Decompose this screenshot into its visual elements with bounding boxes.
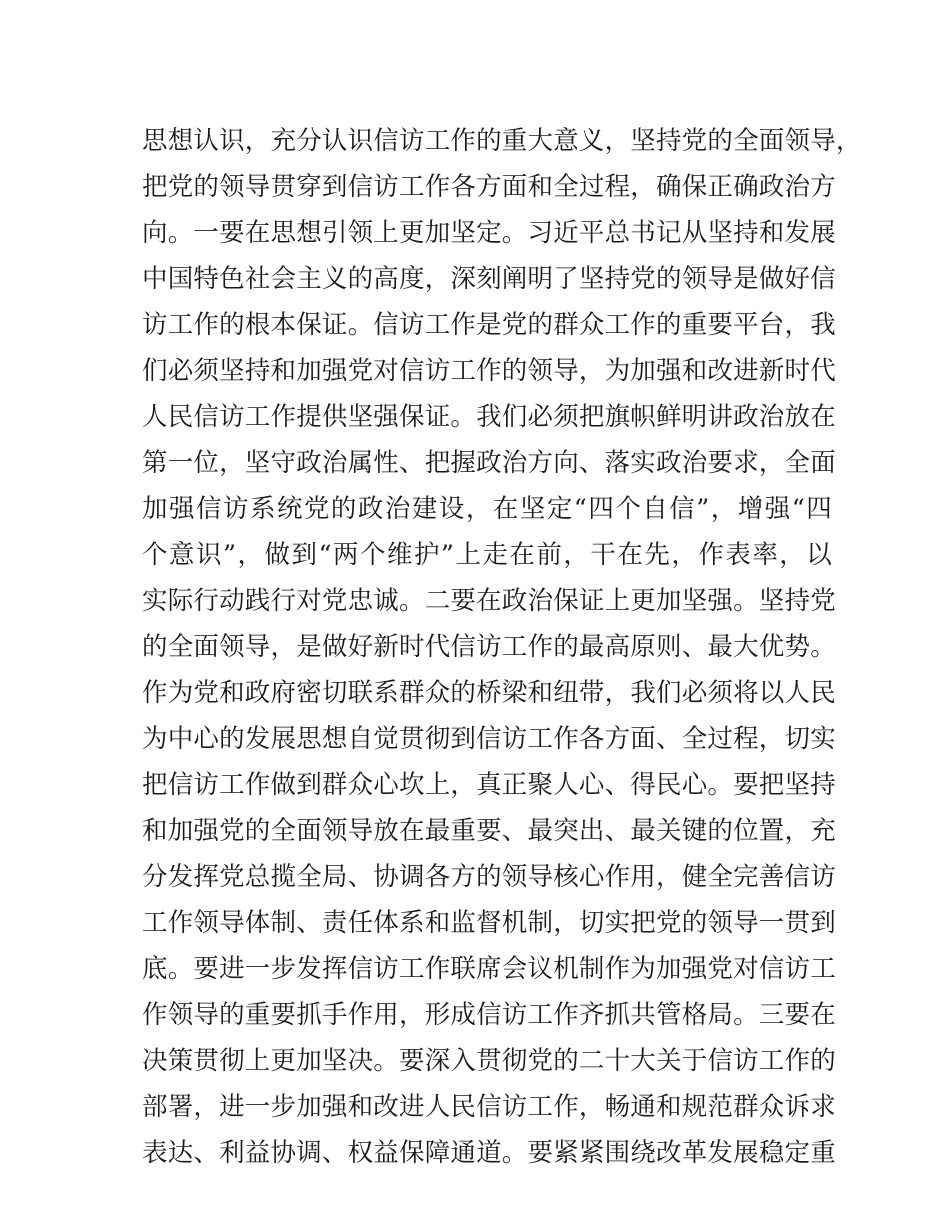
text-line: 部署，进一步加强和改进人民信访工作，畅通和规范群众诉求 [142, 1092, 836, 1122]
text-line: 人民信访工作提供坚强保证。我们必须把旗帜鲜明讲政治放在 [142, 402, 836, 432]
text-line: 作为党和政府密切联系群众的桥梁和纽带，我们必须将以人民 [142, 678, 836, 708]
text-line: 分发挥党总揽全局、协调各方的领导核心作用，健全完善信访 [142, 862, 836, 892]
text-line: 加强信访系统党的政治建设，在坚定“四个自信”，增强“四 [142, 494, 832, 524]
text-line: 向。一要在思想引领上更加坚定。习近平总书记从坚持和发展 [142, 218, 836, 248]
text-line: 个意识”，做到“两个维护”上走在前，干在先，作表率，以 [142, 540, 832, 570]
text-line: 为中心的发展思想自觉贯彻到信访工作各方面、全过程，切实 [142, 724, 836, 754]
text-line: 表达、利益协调、权益保障通道。要紧紧围绕改革发展稳定重 [142, 1138, 836, 1168]
text-line: 底。要进一步发挥信访工作联席会议机制作为加强党对信访工 [142, 954, 836, 984]
text-line: 中国特色社会主义的高度，深刻阐明了坚持党的领导是做好信 [142, 264, 836, 294]
text-line: 把党的领导贯穿到信访工作各方面和全过程，确保正确政治方 [142, 172, 836, 202]
text-line: 思想认识，充分认识信访工作的重大意义，坚持党的全面领导， [142, 126, 862, 156]
text-line: 实际行动践行对党忠诚。二要在政治保证上更加坚强。坚持党 [142, 586, 836, 616]
body-text [142, 118, 862, 1176]
text-line: 工作领导体制、责任体系和监督机制，切实把党的领导一贯到 [142, 908, 836, 938]
text-line: 决策贯彻上更加坚决。要深入贯彻党的二十大关于信访工作的 [142, 1046, 836, 1076]
text-line: 把信访工作做到群众心坎上，真正聚人心、得民心。要把坚持 [142, 770, 836, 800]
text-line: 和加强党的全面领导放在最重要、最突出、最关键的位置，充 [142, 816, 836, 846]
text-line: 的全面领导，是做好新时代信访工作的最高原则、最大优势。 [142, 632, 836, 662]
text-line: 访工作的根本保证。信访工作是党的群众工作的重要平台，我 [142, 310, 836, 340]
text-line: 第一位，坚守政治属性、把握政治方向、落实政治要求，全面 [142, 448, 836, 478]
text-line: 们必须坚持和加强党对信访工作的领导，为加强和改进新时代 [142, 356, 836, 386]
text-line: 作领导的重要抓手作用，形成信访工作齐抓共管格局。三要在 [142, 1000, 836, 1030]
